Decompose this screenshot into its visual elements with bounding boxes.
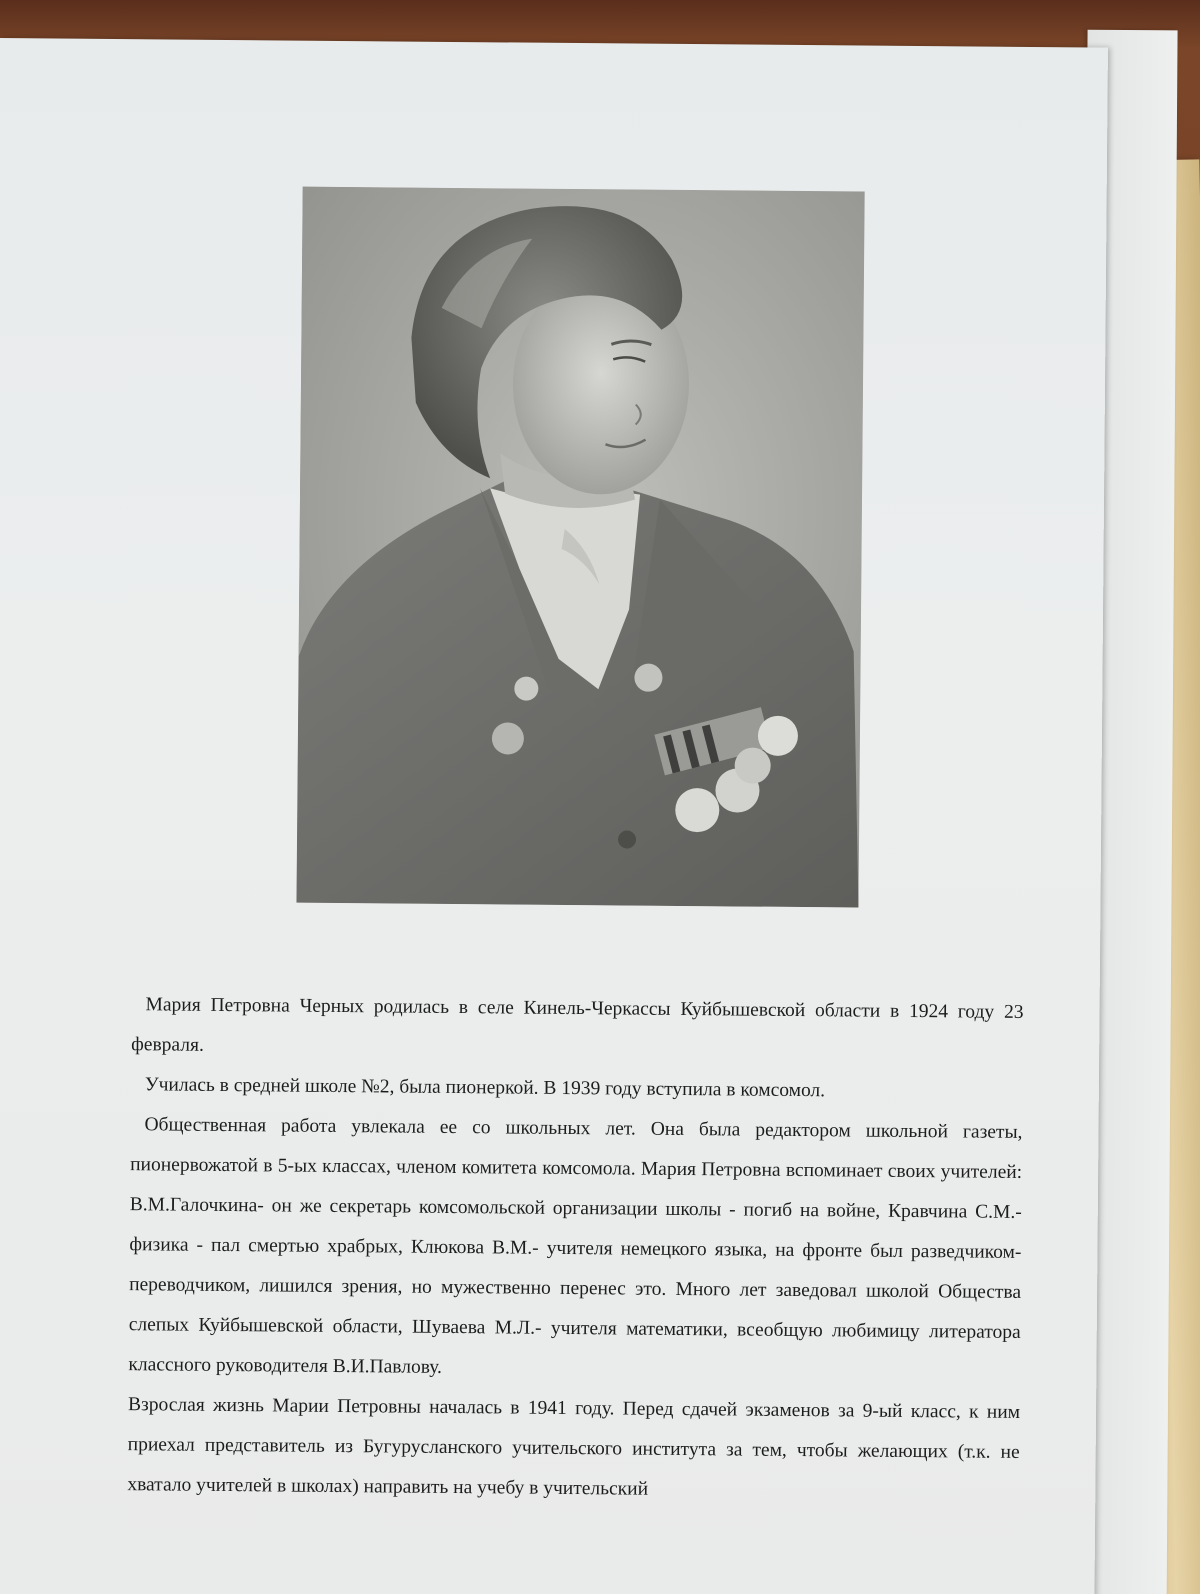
portrait-photo [296,187,864,908]
document-page [0,38,1108,1594]
article-text [127,985,1024,1513]
paragraph-2: Училась в средней школе №2, была пионеркой. В 1939 году вступила в комсомол. [144,1074,826,1102]
portrait-illustration [296,187,864,908]
paragraph-4: Взрослая жизнь Марии Петровны началась в 1941 году. Перед сдачей экзаменов за 9-ый класс, к ним приехал представитель из Бугурусланского учительского института за тем, чтобы желающих (т.к. не хватало учителей в школах) направить на учебу в учительский [127,1394,1021,1500]
paragraph-3: Общественная работа увлекала ее со школьных лет. Она была редактором школьной газеты, пионервожатой в 5-ых классах, членом комитета комсомола. Мария Петровна вспоминает своих учителей: В.М.Галочкина- он же секретарь комсомольской организации школы - погиб на войне, Кравчина С.М.- физика - пал смертью храбрых, Клюкова В.М.- учителя немецкого языка, на фронте был разведчиком-переводчиком, лишился зрения, но мужественно перенес это. Много лет заведовал школой Общества слепых Куйбышевской области, Шуваева М.Л.- учителя математики, всеобщую любимицу литератора классного руководителя В.И.Павлову. [128,1114,1023,1378]
paragraph-1: Мария Петровна Черных родилась в селе Кинель-Черкассы Куйбышевской области в 1924 году 23 февраля. [131,994,1024,1056]
